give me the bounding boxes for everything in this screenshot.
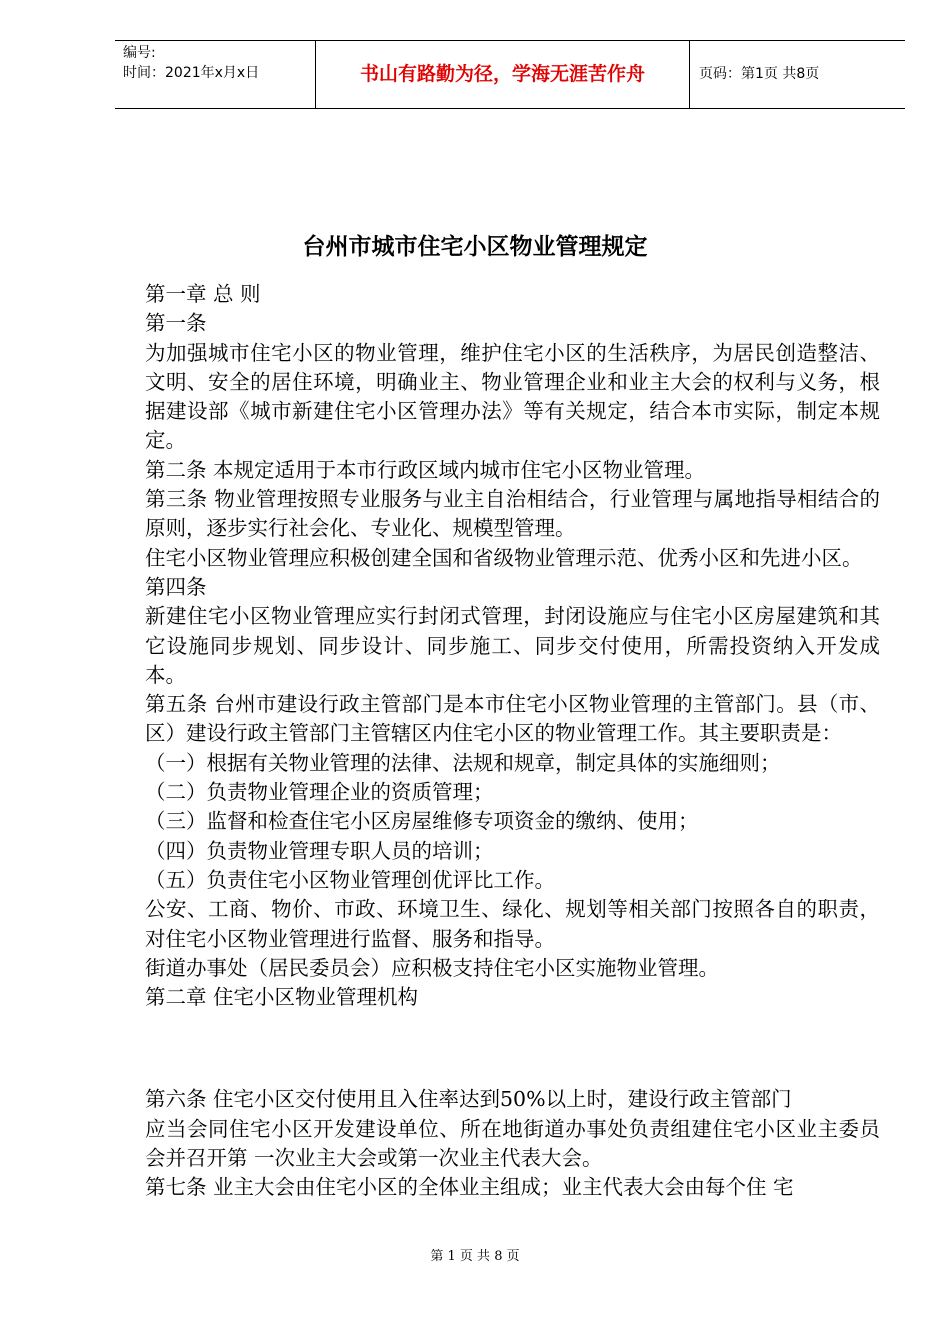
paragraph: 街道办事处（居民委员会）应积极支持住宅小区实施物业管理。 [145,955,719,980]
document-title: 台州市城市住宅小区物业管理规定 [302,234,648,260]
paragraph: 第五条 台州市建设行政主管部门是本市住宅小区物业管理的主管部门。县（市、区）建设行政主管部门主管辖区内住宅小区的物业管理工作。其主要职责是： [145,692,880,746]
paragraph: 第六条 住宅小区交付使用且入住率达到50%以上时，建设行政主管部门 [145,1087,792,1112]
paragraph: （二）负责物业管理企业的资质管理； [145,780,494,805]
paragraph: （三）监督和检查住宅小区房屋维修专项资金的缴纳、使用； [145,809,699,834]
number-label: 编号: [123,45,156,61]
paragraph: 第七条 业主大会由住宅小区的全体业主组成；业主代表大会由每个住 宅 [145,1175,794,1200]
chapter-heading: 第二章 住宅小区物业管理机构 [145,985,419,1010]
header-motto: 书山有路勤为径，学海无涯苦作舟 [315,41,690,108]
time-label: 时间：2021年x月x日 [123,65,260,81]
document-body [145,280,880,1203]
paragraph: 第二条 本规定适用于本市行政区域内城市住宅小区物业管理。 [145,457,706,482]
document-header [115,40,905,109]
paragraph: 第一条 [145,311,207,336]
paragraph: 住宅小区物业管理应积极创建全国和省级物业管理示范、优秀小区和先进小区。 [145,545,863,570]
paragraph: （四）负责物业管理专职人员的培训； [145,838,494,863]
paragraph: 第四条 [145,574,207,599]
paragraph: 应当会同住宅小区开发建设单位、所在地街道办事处负责组建住宅小区业主委员会并召开第 一次业主大会或第一次业主代表大会。 [145,1116,880,1171]
page-footer: 第 1 页 共 8 页 [430,1249,520,1264]
paragraph: （一）根据有关物业管理的法律、法规和规章，制定具体的实施细则； [145,750,781,775]
paragraph: 公安、工商、物价、市政、环境卫生、绿化、规划等相关部门按照各自的职责，对住宅小区物业管理进行监督、服务和指导。 [145,897,880,951]
paragraph: 新建住宅小区物业管理应实行封闭式管理，封闭设施应与住宅小区房屋建筑和其它设施同步规划、同步设计、同步施工、同步交付使用，所需投资纳入开发成本。 [145,604,880,687]
paragraph: 为加强城市住宅小区的物业管理，维护住宅小区的生活秩序，为居民创造整洁、文明、安全的居住环境，明确业主、物业管理企业和业主大会的权利与义务，根据建设部《城市新建住宅小区管理办法》等有关规定，结合本市实际，制定本规定。 [145,340,880,453]
blank-space [145,1012,880,1085]
paragraph: 第三条 物业管理按照专业服务与业主自治相结合，行业管理与属地指导相结合的原则，逐步实行社会化、专业化、规模型管理。 [145,487,880,541]
paragraph: （五）负责住宅小区物业管理创优评比工作。 [145,867,555,892]
header-page-info: 页码：第1页 共8页 [699,66,820,82]
paragraph: 第一章 总 则 [145,282,261,306]
header-meta [115,41,315,108]
